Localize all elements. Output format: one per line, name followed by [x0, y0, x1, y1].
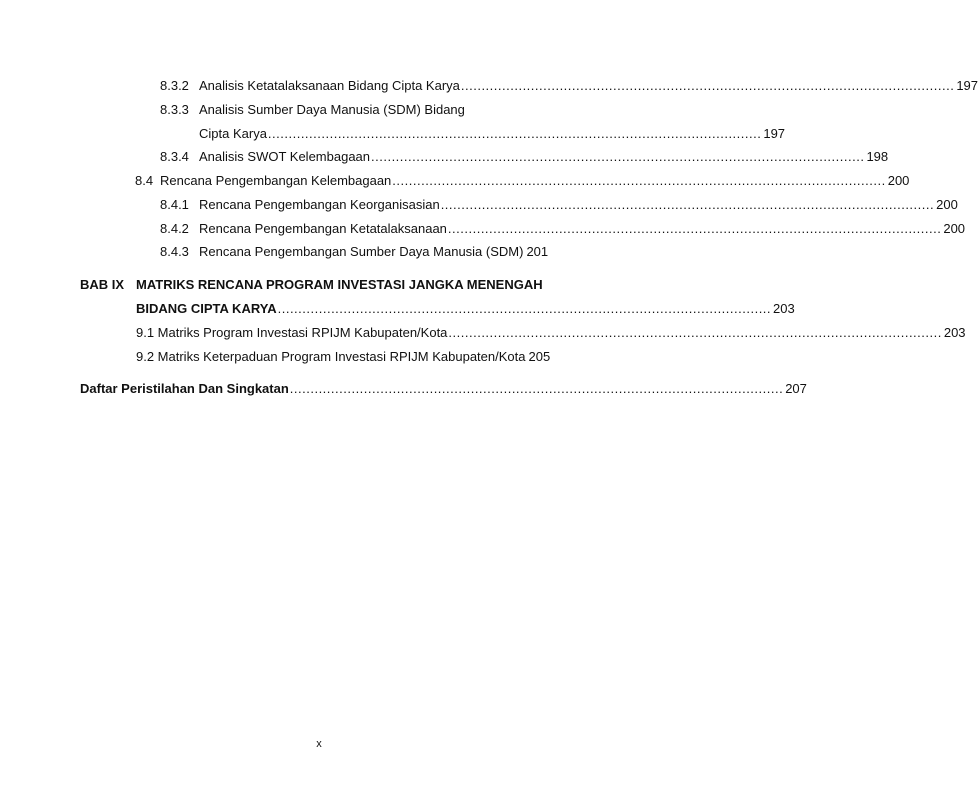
toc-entry-number: 8.4.1: [160, 197, 189, 212]
toc-entry-8-3-3[interactable]: [160, 101, 546, 119]
toc-leader-dots: ........................................................................................................................: [448, 325, 942, 340]
toc-entry-title: Rencana Pengembangan Keorganisasian: [199, 197, 440, 212]
toc-entry-title-line1: Analisis Sumber Daya Manusia (SDM) Bidang: [199, 102, 465, 117]
toc-entry-page: 201: [526, 244, 549, 259]
toc-entry-page: 207: [785, 381, 807, 396]
toc-entry-8-3-3-continued[interactable]: [160, 125, 786, 143]
toc-entry-title: Rencana Pengembangan Kelembagaan: [160, 173, 392, 188]
toc-chapter-label: BAB IX: [80, 277, 125, 292]
toc-entry-title: Rencana Pengembangan Ketatalaksanaan: [199, 221, 447, 236]
toc-entry-title-line2: Cipta Karya: [199, 126, 267, 141]
toc-entry-number: 8.4.3: [160, 244, 189, 259]
toc-entry-8-4-2[interactable]: [160, 220, 966, 238]
toc-leader-dots: ........................................................................................................................: [440, 197, 935, 212]
toc-entry-page: 198: [866, 149, 889, 164]
toc-entry-title: Rencana Pengembangan Sumber Daya Manusia (SDM): [199, 244, 524, 259]
toc-leader-dots: ........................................................................................................................: [460, 78, 955, 93]
toc-entry-page: 203: [773, 301, 795, 316]
toc-entry-number: 8.4: [135, 173, 154, 188]
toc-chapter-title-line2: BIDANG CIPTA KARYA: [136, 301, 277, 316]
toc-entry-number: 8.3.2: [160, 78, 189, 93]
toc-entry-8-3-4[interactable]: [160, 148, 889, 166]
toc-entry-number: 8.3.4: [160, 149, 189, 164]
toc-entry-page: 200: [887, 173, 910, 188]
toc-entry-8-4-3[interactable]: [160, 243, 549, 261]
toc-entry-8-4-1[interactable]: [160, 196, 958, 214]
page-number: x: [316, 738, 322, 750]
toc-entry-page: 197: [956, 78, 978, 93]
toc-chapter-title-line1: MATRIKS RENCANA PROGRAM INVESTASI JANGKA MENENGAH: [136, 277, 543, 292]
toc-entry-title: Analisis SWOT Kelembagaan: [199, 149, 371, 164]
toc-entry-number: 8.4.2: [160, 221, 189, 236]
toc-entry-page: 200: [936, 197, 958, 212]
toc-leader-dots: ........................................................................................................................: [267, 126, 762, 141]
toc-chapter-bab-ix[interactable]: [80, 276, 546, 294]
toc-entry-9-2[interactable]: [136, 348, 551, 366]
toc-entry-title: Analisis Ketatalaksanaan Bidang Cipta Karya: [199, 78, 460, 93]
toc-entry-page: 205: [528, 349, 551, 364]
toc-leader-dots: ........................................................................................................................: [392, 173, 886, 188]
toc-leader-dots: ........................................................................................................................: [289, 381, 784, 396]
toc-entry-page: 203: [943, 325, 966, 340]
toc-leader-dots: ........................................................................................................................: [447, 221, 942, 236]
toc-entry-8-4[interactable]: [135, 172, 910, 190]
toc-entry-title: 9.1 Matriks Program Investasi RPIJM Kabupaten/Kota: [136, 325, 448, 340]
toc-entry-title: Daftar Peristilahan Dan Singkatan: [80, 381, 289, 396]
toc-entry-title: 9.2 Matriks Keterpaduan Program Investasi RPIJM Kabupaten/Kota: [136, 349, 526, 364]
toc-entry-number: 8.3.3: [160, 102, 189, 117]
toc-entry-page: 200: [943, 221, 966, 236]
toc-chapter-bab-ix-continued[interactable]: [136, 300, 795, 318]
toc-leader-dots: ........................................................................................................................: [277, 301, 772, 316]
toc-entry-8-3-2[interactable]: [160, 77, 978, 95]
toc-entry-daftar-peristilahan[interactable]: [80, 380, 807, 398]
toc-entry-9-1[interactable]: [136, 324, 966, 342]
toc-entry-page: 197: [763, 126, 786, 141]
toc-leader-dots: ........................................................................................................................: [371, 149, 865, 164]
